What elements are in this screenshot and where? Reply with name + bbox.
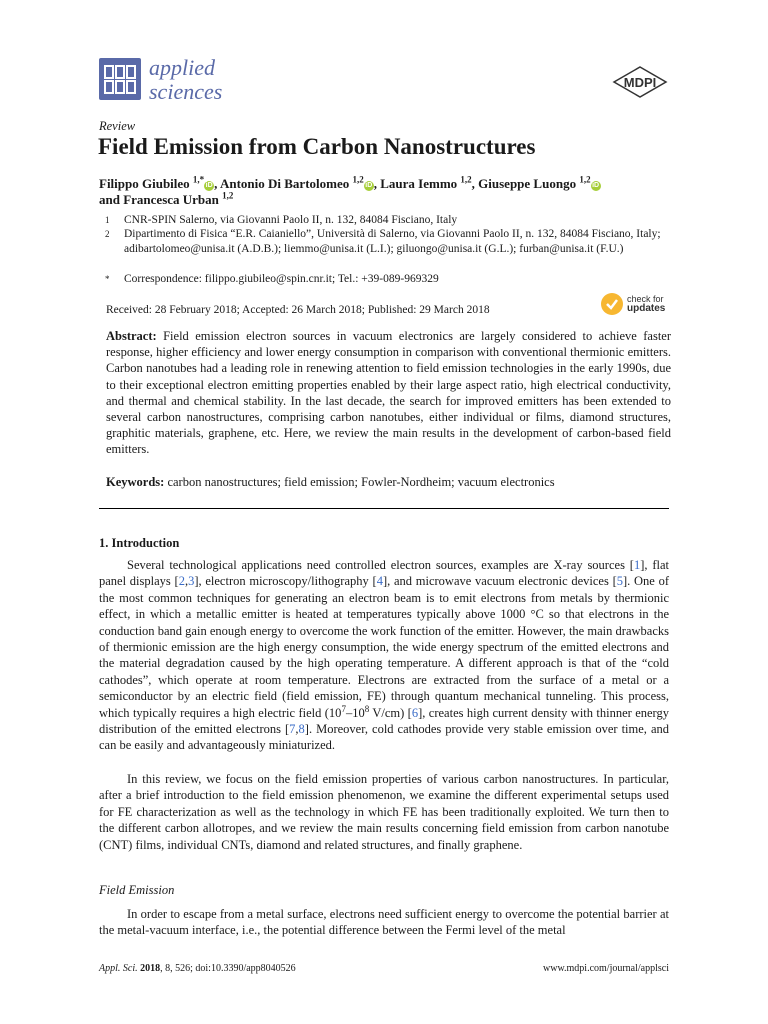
citation-link[interactable]: 2 [178,574,185,589]
citation-link[interactable]: 6 [411,705,419,720]
citation-link[interactable]: 5 [616,574,623,589]
paragraph-3: In order to escape from a metal surface, electrons need sufficient energy to overcome the potential barrier at the metal-vacuum interface, i.e., the potential difference between the Fermi level of the metal [99,907,669,938]
orcid-icon[interactable]: iD [205,182,213,189]
paragraph-2: In this review, we focus on the field emission properties of various carbon nanostructures. In particular, after a brief introduction to the field emission phenomenon, we examine the different experimental setups used for FE characterization as well as the technology in which FE has been traditionally exploited. We turn then to the different carbon allotropes, and we review the main results concerning field emission from carbon nanotube (CNT) films, individual CNTs, diamond and related structures, and finally graphene. [99,772,669,852]
author-name: Laura Iemmo [380,176,458,191]
citation-link[interactable]: 4 [376,574,383,589]
mdpi-logo [612,66,668,100]
citation-link[interactable]: 7 [289,722,296,737]
publication-dates: Received: 28 February 2018; Accepted: 26 March 2018; Published: 29 March 2018 [106,304,490,316]
author-name: Giuseppe Luongo [478,176,577,191]
citation-link[interactable]: 1 [633,558,641,572]
citation-link[interactable]: 3 [188,574,195,589]
subsection-heading: Field Emission [99,883,175,897]
keywords-label: Keywords: [106,475,165,489]
correspondence: * Correspondence: filippo.giubileo@spin.cnr.it; Tel.: +39-089-969329 [105,273,439,285]
mdpi-logo-text: MDPI [623,75,657,90]
journal-logo-icon [99,58,141,100]
orcid-icon[interactable]: iD [592,182,600,189]
keywords-text: carbon nanostructures; field emission; Fowler-Nordheim; vacuum electronics [167,475,555,489]
abstract [106,328,671,458]
article-type: Review [99,119,136,133]
journal-name: applied sciences [149,55,223,104]
checkmark-icon [601,293,623,315]
citation-link[interactable]: 8 [298,722,305,737]
divider [99,508,669,509]
author-name: Antonio Di Bartolomeo [219,176,350,191]
section-heading: 1. Introduction [99,536,180,550]
affiliation-1: 1 CNR-SPIN Salerno, via Giovanni Paolo II, n. 132, 84084 Fisciano, Italy [105,214,458,226]
article-title: Field Emission from Carbon Nanostructures [98,134,536,159]
abstract-text: Field emission electron sources in vacuum electronics are largely considered to achieve faster response, higher efficiency and lower energy consumption in comparison with conventional thermionic emitters. Carbon nanotubes had a leading role in renewing attention to field emission technologies in the early 1990s, due to their exceptional electron emitting properties enabled by their large aspect ratio, high electrical conductivity, and thermal and chemical stability. In the last decade, the search for improved emitters has been extended to several carbon nanostructures, comprising carbon nanotubes, either individual or films, diamond structures, graphitic materials, graphene, etc. Here, we review the main results in the development of carbon-based field emitters. [106,329,671,457]
keywords [106,474,671,490]
author-list: Filippo Giubileo $^{1,*}$iD , Antonio Di Bartolomeo $^{1,2}$iD , Laura Iemmo $^{1,2}$, Giuseppe Luongo $^{1,2}$iD and Francesca Urban $^{1,2}$ [99,174,600,207]
check-for-updates-button[interactable]: check for updates [601,293,671,319]
abstract-label: Abstract: [106,329,157,343]
author-name: and Francesca Urban [99,192,219,207]
footer-url[interactable]: www.mdpi.com/journal/applsci [543,963,669,974]
orcid-icon[interactable]: iD [365,182,373,189]
affiliation-2: 2 Dipartimento di Fisica “E.R. Caianiello”, Università di Salerno, via Giovanni Paolo II, n. 132, 84084 Fisciano, Italy; adibartolomeo@unisa.it (A.D.B.); liemmo@unisa.it (L.I.); giluongo@unisa.it (G.L.); furban@unisa.it (F.U.) [105,228,661,255]
paragraph-1: Several technological applications need controlled electron sources, examples are X-ray sources [1], flat panel displays [2,3], electron microscopy/lithography [4], and microwave vacuum electronic devices [5]. One of the most common techniques for generating an electron beam is to emit electrons from metals by thermionic effect, in which a metallic emitter is heated at temperatures typically above 1000 °C so that electrons in the conduction band gain enough energy to overcome the work function of the emitter. However, the main drawbacks of thermionic emission are the high energy consumption, the wide energy spectrum of the emitted electrons and the material degradation caused by the high operating temperature. A different approach is that of the “cold cathodes”, which operate at room temperature. Electrons are extracted from the surface of a metal or a semiconductor by an electric field (field emission, FE) through quantum mechanical tunneling. This process, which typically requires a high electric field ($10^7-10^8$ V/cm) [6], creates high current density with thinner energy distribution of the emitted electrons [7,8]. Moreover, cold cathodes provide very stable emission over time, and can be easily and advantageously miniaturized. [99,558,670,753]
author-name: Filippo Giubileo [99,176,190,191]
footer-citation: Appl. Sci. 2018, 8, 526; doi:10.3390/app8040526 [99,963,296,974]
